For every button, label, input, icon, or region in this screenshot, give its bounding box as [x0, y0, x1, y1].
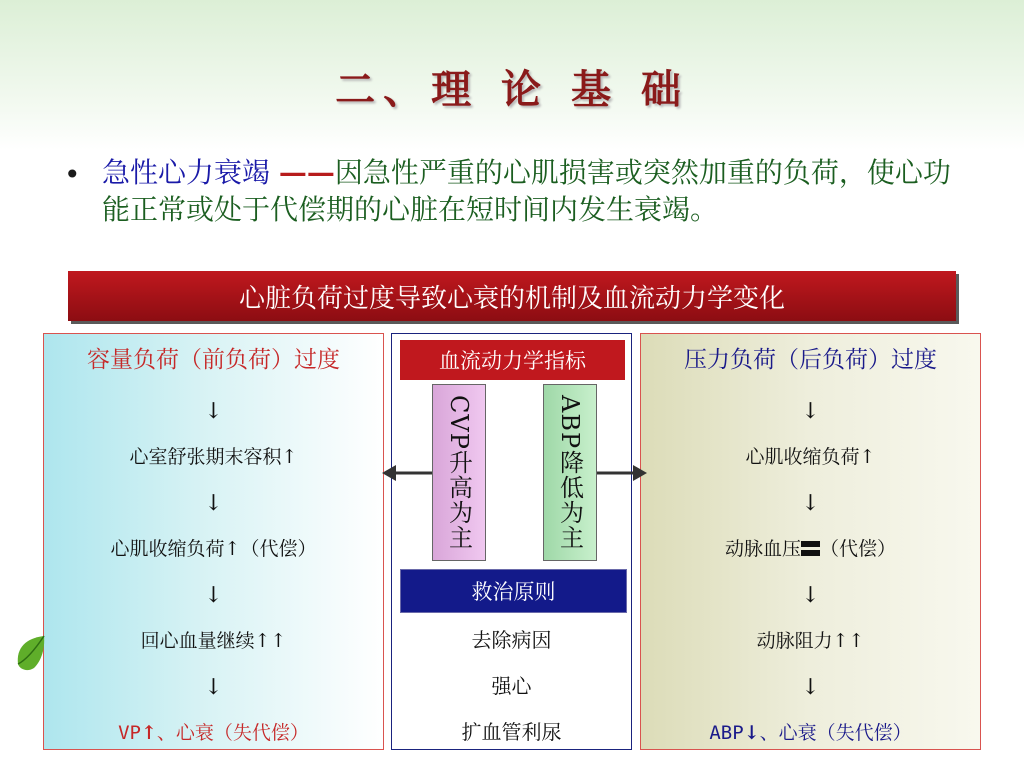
right-outcome-label: ABP [709, 722, 744, 744]
down-arrow: ↓ [801, 583, 820, 608]
cvp-indicator [432, 384, 486, 561]
definition-text: 因急性严重的心肌损害或突然加重的负荷，使心功能正常或处于代偿期的心脏在短时间内发生衰竭。 [102, 156, 951, 226]
slide-title: 二、理 论 基 础 [335, 67, 689, 113]
down-arrow: ↓ [801, 491, 820, 516]
definition-paragraph [102, 154, 972, 228]
down-arrow: ↓ [204, 675, 223, 700]
right-step-3: 动脉阻力↑↑ [756, 630, 865, 652]
down-arrow: ↓ [204, 583, 223, 608]
left-outcome-text: 、心衰（失代偿） [156, 722, 309, 744]
down-arrow-icon: ↓ [743, 722, 760, 744]
right-outcome [709, 722, 911, 745]
right-outcome-text: 、心衰（失代偿） [759, 722, 912, 744]
definition-term: 急性心力衰竭 [102, 156, 271, 189]
treatment-item: 强心 [491, 674, 532, 698]
right-step-2-suffix: （代偿） [820, 538, 897, 560]
bullet-marker: • [64, 158, 81, 191]
volume-overload-header: 容量负荷（前负荷）过度 [87, 347, 340, 373]
treatment-item: 扩血管利尿 [461, 720, 562, 744]
volume-overload-panel [43, 333, 384, 750]
treatment-header: 救治原则 [400, 569, 627, 613]
abp-indicator [543, 384, 597, 561]
left-step-3: 回心血量继续↑↑ [140, 630, 287, 652]
treatment-item: 去除病因 [471, 628, 552, 652]
left-step-2: 心肌收缩负荷↑（代偿） [110, 538, 317, 560]
pressure-overload-header: 压力负荷（后负荷）过度 [684, 347, 937, 373]
hemodynamic-header: 血流动力学指标 [400, 340, 625, 380]
equal-sign-icon [801, 541, 820, 556]
down-arrow: ↓ [801, 675, 820, 700]
cvp-label: CVP [445, 395, 473, 450]
left-step-1: 心室舒张期末容积↑ [129, 446, 298, 468]
pressure-overload-panel [640, 333, 981, 750]
right-step-1: 心肌收缩负荷↑ [745, 446, 876, 468]
left-outcome-label: VP [118, 722, 141, 744]
up-arrow-icon: ↑ [140, 722, 157, 744]
down-arrow: ↓ [204, 491, 223, 516]
down-arrow: ↓ [801, 399, 820, 424]
right-arrow-icon [595, 463, 649, 483]
abp-label: ABP [556, 395, 584, 450]
definition-dash: —— [278, 156, 335, 189]
down-arrow: ↓ [204, 399, 223, 424]
mechanism-banner: 心脏负荷过度导致心衰的机制及血流动力学变化 [68, 271, 956, 321]
leaf-icon [14, 634, 46, 674]
left-arrow-icon [380, 463, 434, 483]
right-step-2 [725, 538, 896, 561]
left-outcome [118, 722, 309, 745]
abp-text: 降低为主 [555, 449, 584, 550]
right-step-2-prefix: 动脉血压 [724, 538, 801, 560]
cvp-text: 升高为主 [444, 449, 473, 550]
